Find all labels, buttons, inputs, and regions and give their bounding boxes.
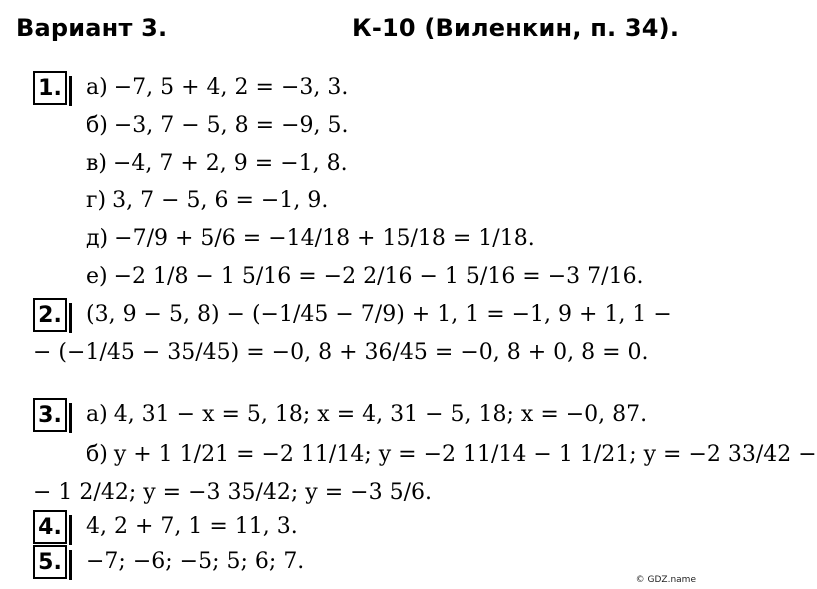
task-5-line: −7; −6; −5; 5; 6; 7. [86,549,305,574]
task-1-line-d [86,186,328,216]
task-3-label-b: б) [86,442,108,467]
task-1-label-d: г) [86,188,107,213]
task-2-line-2: − (−1/45 − 35/45) = −0, 8 + 36/45 = −0, 8 + 0, 8 = 0. [33,340,649,365]
test-reference-title: К-10 (Виленкин, п. 34). [352,14,680,42]
task-3-label-a: а) [86,402,108,427]
task-3-line-a [86,400,647,430]
task-1-expr-d: 3, 7 − 5, 6 = −1, 9. [112,188,329,213]
task-3-line-b [86,440,817,470]
task-1-expr-c: −4, 7 + 2, 9 = −1, 8. [112,151,348,176]
task-1-expr-f: −2 1/8 − 1 5/16 = −2 2/16 − 1 5/16 = −3 7/16. [113,264,644,289]
task-1-expr-b: −3, 7 − 5, 8 = −9, 5. [113,113,349,138]
task-1-expr-e: −7/9 + 5/6 = −14/18 + 15/18 = 1/18. [114,226,535,251]
task-3-number: 3. [33,398,67,432]
task-1-number: 1. [33,71,67,105]
task-1-line-b [86,111,348,141]
task-1-line-f [86,262,644,292]
task-1-label-c: в) [86,151,107,176]
gdz-watermark: © GDZ.name [635,575,696,585]
variant-title: Вариант 3. [16,14,168,42]
task-1-label-b: б) [86,113,108,138]
task-2-number: 2. [33,298,67,332]
task-1-expr-a: −7, 5 + 4, 2 = −3, 3. [113,75,349,100]
task-3-expr-b: y + 1 1/21 = −2 11/14; y = −2 11/14 − 1 1/21; y = −2 33/42 − [113,442,817,467]
task-1-label-f: е) [86,264,108,289]
task-1-line-e [86,224,535,254]
task-5-number: 5. [33,545,67,579]
task-1-label-a: а) [86,75,108,100]
task-4-number: 4. [33,510,67,544]
task-1-label-e: д) [86,226,109,251]
task-3-expr-a: 4, 31 − x = 5, 18; x = 4, 31 − 5, 18; x = −0, 87. [113,402,648,427]
task-1-line-a [86,73,348,103]
task-3-line-c: − 1 2/42; y = −3 35/42; y = −3 5/6. [33,480,432,505]
task-4-line: 4, 2 + 7, 1 = 11, 3. [86,514,298,539]
task-2-line-1: (3, 9 − 5, 8) − (−1/45 − 7/9) + 1, 1 = −1, 9 + 1, 1 − [86,302,672,327]
task-1-line-c [86,149,348,179]
